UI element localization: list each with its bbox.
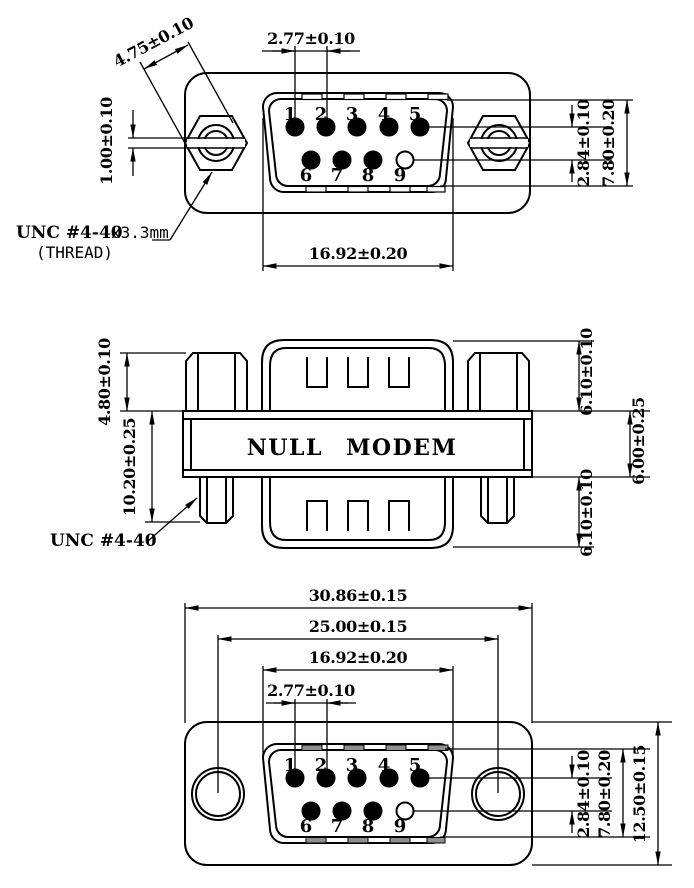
bottom-shell <box>262 477 453 548</box>
pin-label: 3 <box>345 104 359 125</box>
pin-label: 5 <box>408 755 422 776</box>
dim-text: 2.77±0.10 <box>267 29 355 48</box>
right-nut-side <box>468 353 529 411</box>
dim-text: 12.50±0.15 <box>630 744 649 844</box>
dim-text: 2.84±0.10 <box>574 750 593 838</box>
pin-label: 8 <box>361 165 375 186</box>
right-stud-side <box>481 477 514 523</box>
dim-text: 2.84±0.10 <box>574 99 593 187</box>
pin-label: 2 <box>314 104 328 125</box>
dim-text: 7.80±0.20 <box>599 99 618 187</box>
pin-label: 6 <box>299 165 313 186</box>
shell-notch <box>348 838 368 844</box>
thread-note-label: (THREAD) <box>36 243 114 262</box>
top-view <box>16 13 633 271</box>
shell-notch <box>344 745 364 751</box>
shell-notch <box>302 94 322 100</box>
shell-notch <box>302 745 322 751</box>
pin-label: 7 <box>330 816 344 837</box>
pin-label: 4 <box>377 755 391 776</box>
dim-text: 30.86±0.15 <box>308 586 408 605</box>
pin-label: 9 <box>393 816 407 837</box>
dim-text: 1.00±0.10 <box>97 97 116 185</box>
thread-spec-label: UNC #4-40 <box>16 223 123 243</box>
dim-text: 25.00±0.15 <box>308 617 408 636</box>
dim-text: 4.80±0.10 <box>95 338 114 426</box>
shell-notch <box>386 94 406 100</box>
shell-notch <box>428 94 448 100</box>
pin-label: 6 <box>299 816 313 837</box>
dim-text: 6.10±0.10 <box>577 469 596 557</box>
dim-text: 2.77±0.10 <box>267 681 355 700</box>
dim-text: 10.20±0.25 <box>120 417 139 517</box>
product-label: NULL MODEM <box>246 435 458 461</box>
dim-text: 16.92±0.20 <box>308 648 408 667</box>
left-nut-side <box>186 353 247 411</box>
dim-text: 6.00±0.25 <box>629 397 648 485</box>
shell-notch <box>390 838 410 844</box>
dim-slot-width <box>97 97 187 185</box>
shell-notch <box>427 838 445 844</box>
shell-notch <box>390 187 410 193</box>
pin-label: 4 <box>377 104 391 125</box>
dim-text: 6.10±0.10 <box>577 328 596 416</box>
shell-notch <box>427 187 445 193</box>
pin-label: 1 <box>283 755 297 776</box>
dim-text: 4.75±0.10 <box>110 13 197 72</box>
pin-label: 3 <box>345 755 359 776</box>
pin-label: 7 <box>330 165 344 186</box>
shell-notch <box>386 745 406 751</box>
dim-text: 7.80±0.20 <box>595 750 614 838</box>
pin-label: 1 <box>283 104 297 125</box>
pin-label: 8 <box>361 816 375 837</box>
side-view <box>50 328 650 557</box>
pin-label: 2 <box>314 755 328 776</box>
shell-notch <box>306 838 326 844</box>
dim-text: 16.92±0.20 <box>308 244 408 263</box>
shell-notch <box>344 94 364 100</box>
bottom-view <box>185 586 672 865</box>
thread-size-label: x3.3mm <box>111 223 169 242</box>
pin-label: 5 <box>408 104 422 125</box>
shell-notch <box>428 745 448 751</box>
shell-notch <box>348 187 368 193</box>
top-shell <box>262 340 453 411</box>
shell-notch <box>306 187 326 193</box>
screw-spec-label: UNC #4-40 <box>50 531 157 551</box>
left-stud-side <box>200 477 233 523</box>
pin-label: 9 <box>393 165 407 186</box>
